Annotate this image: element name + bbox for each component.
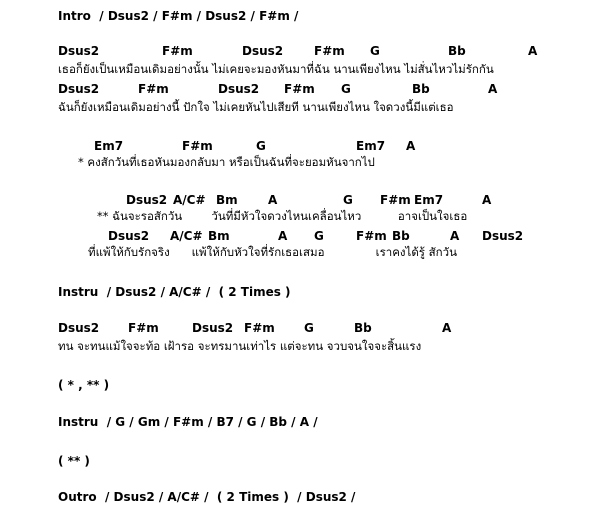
chord: G <box>343 193 353 207</box>
outro-line: Outro / Dsus2 / A/C# / ( 2 Times ) / Dsus2 / <box>58 490 356 504</box>
chorus-lyric-line-b: ที่แพ้ให้กับรักจริง แพ้ให้กับหัวใจที่รักเธอเสมอ เราคงได้รู้ สักวัน <box>88 245 457 259</box>
verse1-lyric-line-a: เธอก็ยังเป็นเหมือนเดิมอย่างนั้น ไม่เคยจะมองหันมาที่ฉัน นานเพียงไหน ไม่สั่นไหวไม่รักกัน <box>58 62 494 76</box>
chord: Bb <box>392 229 410 243</box>
instru-line-1: Instru / Dsus2 / A/C# / ( 2 Times ) <box>58 285 291 299</box>
chorus-chord-line-b <box>108 230 598 244</box>
chord: G <box>370 44 380 58</box>
chord: Dsus2 <box>482 229 524 243</box>
chord: Dsus2 <box>126 193 168 207</box>
chord: A <box>528 44 538 58</box>
repeat-marker-2: ( ** ) <box>58 454 90 468</box>
chord: F#m <box>162 44 193 58</box>
chorus-chord-line-a <box>126 194 596 208</box>
chord: F#m <box>244 321 275 335</box>
chord: F#m <box>182 139 213 153</box>
chord: F#m <box>314 44 345 58</box>
chord: A <box>406 139 416 153</box>
chord: G <box>304 321 314 335</box>
verse2-chord-line <box>58 322 598 336</box>
chord: Dsus2 <box>192 321 234 335</box>
chord: A <box>450 229 460 243</box>
verse2-lyric-line: ทน จะทนแม้ใจจะท้อ เฝ้ารอ จะทรมานเท่าไร แต่จะทน จวบจนใจจะสิ้นแรง <box>58 339 422 353</box>
chord: A <box>488 82 498 96</box>
chord: Em7 <box>356 139 386 153</box>
chord: Bb <box>354 321 372 335</box>
chord: A <box>268 193 278 207</box>
chord: F#m <box>356 229 387 243</box>
verse1-chord-line-b <box>58 83 598 97</box>
chord: Bb <box>412 82 430 96</box>
chord: Dsus2 <box>242 44 284 58</box>
verse1-lyric-line-b: ฉันก็ยังเหมือนเดิมอย่างนี้ ปักใจ ไม่เคยหันไปเสียที นานเพียงไหน ใจดวงนี้มีแต่เธอ <box>58 100 454 114</box>
chord: A/C# <box>170 229 203 243</box>
chord: G <box>314 229 324 243</box>
chord: F#m <box>380 193 411 207</box>
chord: F#m <box>128 321 159 335</box>
chord: Dsus2 <box>218 82 260 96</box>
chord: Dsus2 <box>108 229 150 243</box>
chord: F#m <box>284 82 315 96</box>
chord: Em7 <box>94 139 124 153</box>
chord: A <box>482 193 492 207</box>
chord: A/C# <box>173 193 206 207</box>
instru-line-2: Instru / G / Gm / F#m / B7 / G / Bb / A / <box>58 415 318 429</box>
chord: A <box>442 321 452 335</box>
chord: Em7 <box>414 193 444 207</box>
verse1-chord-line-a <box>58 45 598 59</box>
chord: Bm <box>216 193 238 207</box>
chorus-lyric-line-a: ** ฉันจะรอสักวัน วันที่มีหัวใจดวงไหนเคลื่อนไหว อาจเป็นใจเธอ <box>97 209 468 223</box>
intro-line: Intro / Dsus2 / F#m / Dsus2 / F#m / <box>58 9 299 23</box>
chord: F#m <box>138 82 169 96</box>
chord: Dsus2 <box>58 82 100 96</box>
repeat-marker-1: ( * , ** ) <box>58 378 110 392</box>
chord: G <box>256 139 266 153</box>
chord: G <box>341 82 351 96</box>
chord: Bm <box>208 229 230 243</box>
chord: Dsus2 <box>58 44 100 58</box>
chord: A <box>278 229 288 243</box>
chord: Dsus2 <box>58 321 100 335</box>
prechorus-chord-line <box>94 140 594 154</box>
prechorus-lyric-line: * คงสักวันที่เธอหันมองกลับมา หรือเป็นฉันที่จะยอมหันจากไป <box>78 155 375 169</box>
chord: Bb <box>448 44 466 58</box>
